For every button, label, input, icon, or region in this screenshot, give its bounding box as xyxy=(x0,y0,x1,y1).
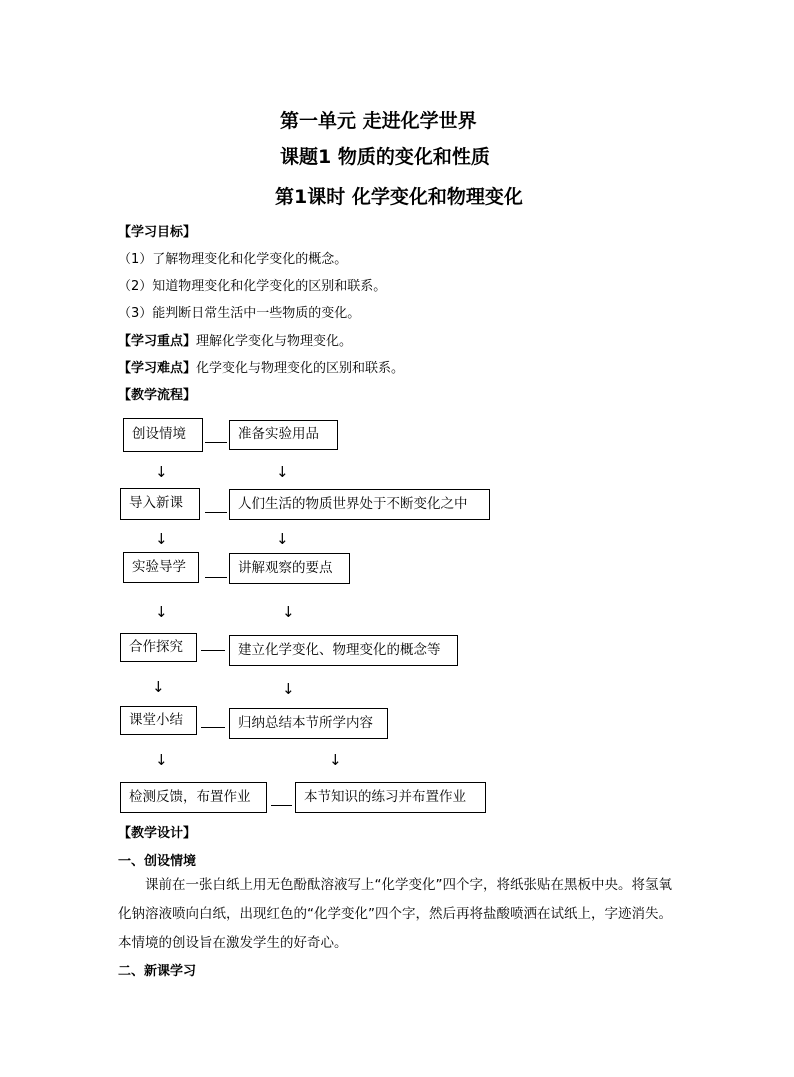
flow-connector xyxy=(205,577,227,578)
key-point-line xyxy=(118,330,352,349)
down-arrow-icon: ↓ xyxy=(155,751,168,769)
lesson-title: 第1课时 化学变化和物理变化 xyxy=(275,186,523,208)
flow-connector xyxy=(205,442,227,443)
flow-desc-box: 归纳总结本节所学内容 xyxy=(229,708,388,739)
flow-stage-box: 合作探究 xyxy=(120,633,197,662)
flow-desc-box: 准备实验用品 xyxy=(229,420,338,450)
objective-item: （1）了解物理变化和化学变化的概念。 xyxy=(118,252,348,267)
flow-connector xyxy=(271,805,292,806)
flow-stage-box: 创设情境 xyxy=(123,418,203,452)
objective-item: （3）能判断日常生活中一些物质的变化。 xyxy=(118,306,361,321)
down-arrow-icon: ↓ xyxy=(282,603,295,621)
objectives-heading: 【学习目标】 xyxy=(118,225,197,240)
key-point-text: 理解化学变化与物理变化。 xyxy=(196,334,353,349)
down-arrow-icon: ↓ xyxy=(329,751,342,769)
flow-stage-box: 检测反馈，布置作业 xyxy=(120,782,267,813)
section1-title: 一、创设情境 xyxy=(118,854,197,869)
flow-desc-box: 本节知识的练习并布置作业 xyxy=(295,782,486,813)
section2-title: 二、新课学习 xyxy=(118,964,197,979)
key-point-label: 【学习重点】 xyxy=(118,334,197,349)
section1-paragraph: 课前在一张白纸上用无色酚酞溶液写上“化学变化”四个字，将纸张贴在黑板中央。将氢氧化钠溶液喷向白纸，出现红色的“化学变化”四个字，然后再将盐酸喷洒在试纸上，字迹消失。本情境的创设旨在激发学生的好奇心。 xyxy=(118,877,672,951)
down-arrow-icon: ↓ xyxy=(282,680,295,698)
flow-stage-box: 导入新课 xyxy=(120,488,200,520)
down-arrow-icon: ↓ xyxy=(155,463,168,481)
difficulty-label: 【学习难点】 xyxy=(118,361,197,376)
difficulty-text: 化学变化与物理变化的区别和联系。 xyxy=(196,361,405,376)
down-arrow-icon: ↓ xyxy=(276,463,289,481)
flow-connector xyxy=(201,650,225,651)
flow-connector xyxy=(205,512,227,513)
flow-stage-box: 实验导学 xyxy=(123,552,199,583)
flow-stage-box: 课堂小结 xyxy=(120,706,197,735)
flow-desc-box: 建立化学变化、物理变化的概念等 xyxy=(229,635,458,666)
down-arrow-icon: ↓ xyxy=(155,603,168,621)
flow-heading: 【教学流程】 xyxy=(118,388,197,403)
down-arrow-icon: ↓ xyxy=(155,530,168,548)
difficulty-line xyxy=(118,357,404,376)
objective-item: （2）知道物理变化和化学变化的区别和联系。 xyxy=(118,279,387,294)
unit-title: 第一单元 走进化学世界 xyxy=(280,110,477,132)
flow-desc-box: 讲解观察的要点 xyxy=(229,553,350,584)
flow-desc-box: 人们生活的物质世界处于不断变化之中 xyxy=(229,489,490,520)
topic-title: 课题1 物质的变化和性质 xyxy=(280,146,490,168)
design-heading: 【教学设计】 xyxy=(118,826,197,841)
down-arrow-icon: ↓ xyxy=(152,678,165,696)
down-arrow-icon: ↓ xyxy=(276,530,289,548)
flow-connector xyxy=(201,727,225,728)
